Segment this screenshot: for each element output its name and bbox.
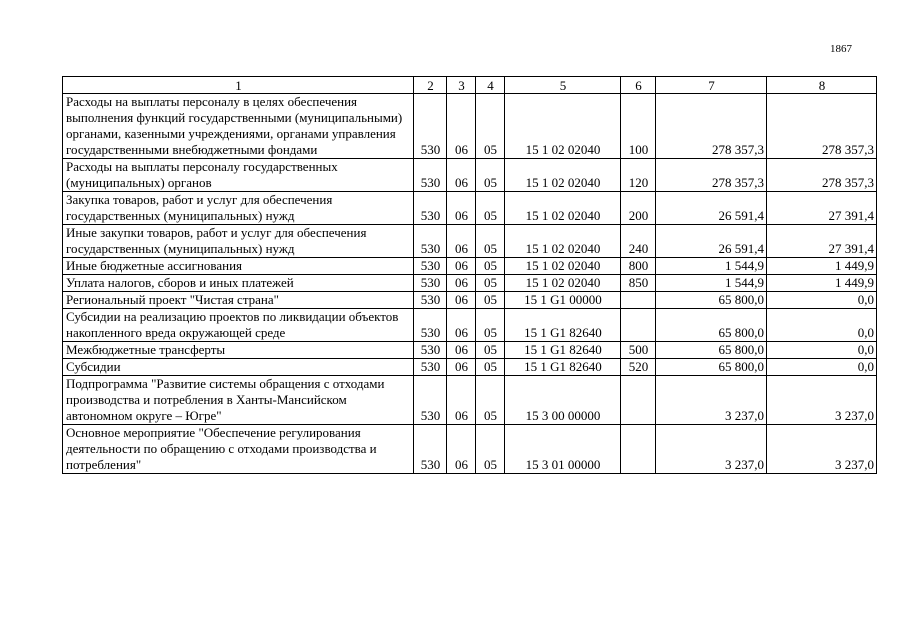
cell-col4: 05 bbox=[476, 425, 505, 474]
cell-col3: 06 bbox=[447, 376, 476, 425]
cell-col3: 06 bbox=[447, 159, 476, 192]
cell-col6: 100 bbox=[621, 94, 656, 159]
cell-col7: 65 800,0 bbox=[656, 309, 767, 342]
cell-col2: 530 bbox=[414, 94, 447, 159]
cell-col5: 15 1 02 02040 bbox=[505, 192, 621, 225]
cell-col5: 15 1 G1 82640 bbox=[505, 359, 621, 376]
cell-col2: 530 bbox=[414, 309, 447, 342]
cell-col4: 05 bbox=[476, 359, 505, 376]
cell-col3: 06 bbox=[447, 342, 476, 359]
cell-col4: 05 bbox=[476, 258, 505, 275]
cell-col3: 06 bbox=[447, 225, 476, 258]
budget-table bbox=[62, 76, 877, 474]
table-row bbox=[63, 292, 877, 309]
row-name: Основное мероприятие "Обеспечение регулирования деятельности по обращению с отходами производства и потребления" bbox=[63, 425, 414, 474]
cell-col6 bbox=[621, 309, 656, 342]
row-name: Межбюджетные трансферты bbox=[63, 342, 414, 359]
cell-col3: 06 bbox=[447, 292, 476, 309]
column-header: 1 bbox=[63, 77, 414, 94]
cell-col7: 26 591,4 bbox=[656, 192, 767, 225]
table-row bbox=[63, 425, 877, 474]
cell-col3: 06 bbox=[447, 359, 476, 376]
cell-col3: 06 bbox=[447, 94, 476, 159]
cell-col8: 27 391,4 bbox=[767, 192, 877, 225]
table-row bbox=[63, 258, 877, 275]
cell-col8: 1 449,9 bbox=[767, 275, 877, 292]
table-row bbox=[63, 275, 877, 292]
cell-col4: 05 bbox=[476, 376, 505, 425]
cell-col6: 120 bbox=[621, 159, 656, 192]
cell-col4: 05 bbox=[476, 225, 505, 258]
cell-col4: 05 bbox=[476, 192, 505, 225]
table-row bbox=[63, 309, 877, 342]
table-row bbox=[63, 376, 877, 425]
column-header: 5 bbox=[505, 77, 621, 94]
cell-col8: 278 357,3 bbox=[767, 159, 877, 192]
cell-col2: 530 bbox=[414, 258, 447, 275]
cell-col6: 500 bbox=[621, 342, 656, 359]
cell-col2: 530 bbox=[414, 425, 447, 474]
table-row bbox=[63, 159, 877, 192]
cell-col7: 1 544,9 bbox=[656, 275, 767, 292]
row-name: Расходы на выплаты персоналу в целях обеспечения выполнения функций государственными (муниципальными) органами, казенными учреждениями, органами управления государственными внебюджетными фондами bbox=[63, 94, 414, 159]
table-row bbox=[63, 342, 877, 359]
cell-col7: 278 357,3 bbox=[656, 94, 767, 159]
column-header: 3 bbox=[447, 77, 476, 94]
row-name: Субсидии bbox=[63, 359, 414, 376]
cell-col4: 05 bbox=[476, 94, 505, 159]
cell-col5: 15 1 02 02040 bbox=[505, 94, 621, 159]
cell-col7: 3 237,0 bbox=[656, 425, 767, 474]
cell-col3: 06 bbox=[447, 258, 476, 275]
row-name: Иные бюджетные ассигнования bbox=[63, 258, 414, 275]
cell-col2: 530 bbox=[414, 342, 447, 359]
cell-col3: 06 bbox=[447, 275, 476, 292]
cell-col8: 27 391,4 bbox=[767, 225, 877, 258]
cell-col8: 3 237,0 bbox=[767, 376, 877, 425]
cell-col6: 800 bbox=[621, 258, 656, 275]
cell-col7: 65 800,0 bbox=[656, 342, 767, 359]
cell-col6 bbox=[621, 425, 656, 474]
cell-col5: 15 1 02 02040 bbox=[505, 275, 621, 292]
cell-col5: 15 1 02 02040 bbox=[505, 225, 621, 258]
cell-col6 bbox=[621, 292, 656, 309]
cell-col4: 05 bbox=[476, 309, 505, 342]
cell-col2: 530 bbox=[414, 376, 447, 425]
cell-col2: 530 bbox=[414, 225, 447, 258]
cell-col2: 530 bbox=[414, 275, 447, 292]
cell-col5: 15 1 02 02040 bbox=[505, 258, 621, 275]
cell-col7: 65 800,0 bbox=[656, 359, 767, 376]
cell-col7: 3 237,0 bbox=[656, 376, 767, 425]
cell-col2: 530 bbox=[414, 292, 447, 309]
cell-col4: 05 bbox=[476, 159, 505, 192]
page-number: 1867 bbox=[830, 43, 852, 55]
cell-col6 bbox=[621, 376, 656, 425]
column-header: 8 bbox=[767, 77, 877, 94]
table-header-row bbox=[63, 77, 877, 94]
column-header: 4 bbox=[476, 77, 505, 94]
cell-col8: 3 237,0 bbox=[767, 425, 877, 474]
cell-col5: 15 1 G1 00000 bbox=[505, 292, 621, 309]
cell-col7: 65 800,0 bbox=[656, 292, 767, 309]
cell-col8: 0,0 bbox=[767, 292, 877, 309]
cell-col7: 26 591,4 bbox=[656, 225, 767, 258]
row-name: Закупка товаров, работ и услуг для обеспечения государственных (муниципальных) нужд bbox=[63, 192, 414, 225]
cell-col5: 15 1 02 02040 bbox=[505, 159, 621, 192]
cell-col2: 530 bbox=[414, 359, 447, 376]
cell-col8: 0,0 bbox=[767, 359, 877, 376]
cell-col4: 05 bbox=[476, 275, 505, 292]
cell-col3: 06 bbox=[447, 425, 476, 474]
cell-col4: 05 bbox=[476, 292, 505, 309]
cell-col3: 06 bbox=[447, 309, 476, 342]
cell-col5: 15 3 01 00000 bbox=[505, 425, 621, 474]
cell-col8: 0,0 bbox=[767, 342, 877, 359]
cell-col8: 1 449,9 bbox=[767, 258, 877, 275]
row-name: Иные закупки товаров, работ и услуг для обеспечения государственных (муниципальных) нужд bbox=[63, 225, 414, 258]
row-name: Региональный проект "Чистая страна" bbox=[63, 292, 414, 309]
cell-col6: 240 bbox=[621, 225, 656, 258]
row-name: Уплата налогов, сборов и иных платежей bbox=[63, 275, 414, 292]
cell-col7: 1 544,9 bbox=[656, 258, 767, 275]
cell-col5: 15 1 G1 82640 bbox=[505, 342, 621, 359]
cell-col2: 530 bbox=[414, 192, 447, 225]
row-name: Расходы на выплаты персоналу государственных (муниципальных) органов bbox=[63, 159, 414, 192]
column-header: 7 bbox=[656, 77, 767, 94]
column-header: 2 bbox=[414, 77, 447, 94]
cell-col6: 200 bbox=[621, 192, 656, 225]
row-name: Подпрограмма "Развитие системы обращения с отходами производства и потребления в Ханты-Мансийском автономном округе – Югре" bbox=[63, 376, 414, 425]
cell-col8: 278 357,3 bbox=[767, 94, 877, 159]
table-row bbox=[63, 94, 877, 159]
cell-col2: 530 bbox=[414, 159, 447, 192]
row-name: Субсидии на реализацию проектов по ликвидации объектов накопленного вреда окружающей среде bbox=[63, 309, 414, 342]
table-row bbox=[63, 192, 877, 225]
column-header: 6 bbox=[621, 77, 656, 94]
cell-col8: 0,0 bbox=[767, 309, 877, 342]
cell-col6: 850 bbox=[621, 275, 656, 292]
cell-col5: 15 1 G1 82640 bbox=[505, 309, 621, 342]
table-row bbox=[63, 225, 877, 258]
cell-col4: 05 bbox=[476, 342, 505, 359]
cell-col6: 520 bbox=[621, 359, 656, 376]
cell-col7: 278 357,3 bbox=[656, 159, 767, 192]
cell-col3: 06 bbox=[447, 192, 476, 225]
table-row bbox=[63, 359, 877, 376]
cell-col5: 15 3 00 00000 bbox=[505, 376, 621, 425]
